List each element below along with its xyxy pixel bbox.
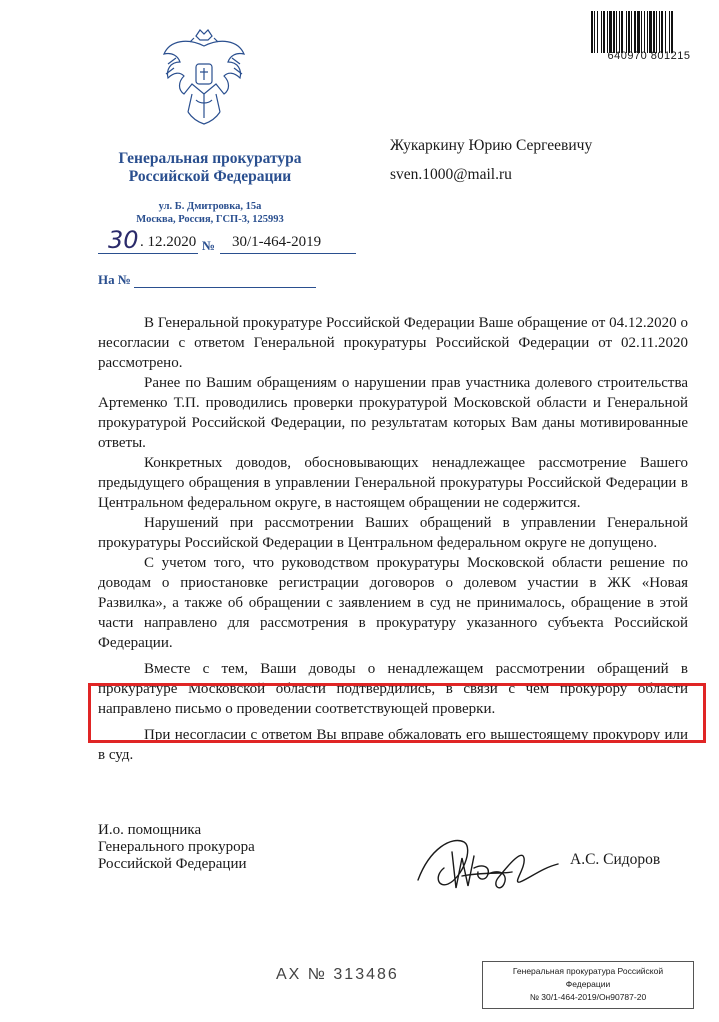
reply-reference-line bbox=[98, 272, 358, 292]
stamp-line2: Федерации bbox=[565, 979, 611, 989]
org-name-line2: Российской Федерации bbox=[128, 168, 292, 185]
org-address-line1: ул. Б. Дмитровка, 15а bbox=[158, 201, 262, 212]
document-number: 30/1-464-2019 bbox=[232, 234, 322, 250]
barcode bbox=[590, 8, 708, 56]
date-underline bbox=[98, 253, 198, 254]
body-paragraph-5: С учетом того, что руководством прокуратуры Московской области решение по доводам о приостановке регистрации договоров о долевом участии в ЖК «Новая Развилка», а также об обращении с заявлением в суд не принималось, обращение в этой части направлено для рассмотрения в прокуратуру указанного субъекта Российской Федерации. bbox=[98, 555, 688, 651]
number-underline bbox=[220, 253, 356, 254]
org-address-line2: Москва, Россия, ГСП-3, 125993 bbox=[136, 214, 284, 225]
recipient-email: sven.1000@mail.ru bbox=[390, 166, 512, 183]
signatory-title-line3: Российской Федерации bbox=[98, 856, 247, 872]
body-paragraph-2: Ранее по Вашим обращениям о нарушении прав участника долевого строительства Артеменко Т.П. проводились проверки прокуратурой Московской области и Генеральной прокуратурой Российской Федерации, по результатам которых Вам даны мотивированные ответы. bbox=[98, 375, 688, 451]
signatory-name: А.С. Сидоров bbox=[570, 851, 661, 868]
body-paragraph-4: Нарушений при рассмотрении Ваших обращений в управлении Генеральной прокуратуры Российской Федерации в Центральном федеральном округе не допущено. bbox=[98, 515, 688, 551]
body-paragraph-1: В Генеральной прокуратуре Российской Федерации Ваше обращение от 04.12.2020 о несогласии с ответом Генеральной прокуратуры Российской Федерации от 02.11.2020 рассмотрено. bbox=[98, 315, 688, 371]
reply-underline bbox=[134, 287, 316, 288]
number-label: № bbox=[202, 238, 216, 253]
handwritten-signature bbox=[412, 828, 562, 898]
signatory-title-line2: Генерального прокурора bbox=[98, 839, 255, 855]
stamp-line1: Генеральная прокуратура Российской bbox=[512, 966, 664, 976]
form-number: АХ № 313486 bbox=[276, 966, 399, 983]
body-paragraph-6: Вместе с тем, Ваши доводы о ненадлежащем рассмотрении обращений в прокуратуре Московской области подтвердились, в связи с чем прокурору области направлено письмо о проведении соответствующей проверки. bbox=[98, 661, 688, 717]
signatory-title bbox=[98, 822, 255, 873]
date-day-handwritten: 30 bbox=[108, 226, 139, 254]
reply-label: На № bbox=[98, 272, 131, 287]
signatory-title-line1: И.о. помощника bbox=[98, 822, 202, 838]
stamp-line3: № 30/1-464-2019/Он90787-20 bbox=[529, 992, 647, 1002]
registration-stamp bbox=[482, 961, 694, 1009]
highlight-box bbox=[88, 683, 706, 743]
body-paragraph-3: Конкретных доводов, обосновывающих ненадлежащее рассмотрение Вашего предыдущего обращения в управлении Генеральной прокуратуры Российской Федерации в Центральном федеральном округе, в настоящем обращении не содержится. bbox=[98, 455, 688, 511]
date-number-line bbox=[98, 226, 358, 254]
body-paragraph-7: При несогласии с ответом Вы вправе обжаловать его вышестоящему прокурору или в суд. bbox=[98, 727, 688, 763]
org-name-line1: Генеральная прокуратура bbox=[118, 150, 302, 167]
barcode-number: 640970 801215 bbox=[607, 50, 691, 62]
coat-of-arms-emblem bbox=[158, 28, 250, 132]
recipient-name: Жукаркину Юрию Сергеевичу bbox=[390, 137, 593, 154]
date-rest: . 12.2020 bbox=[140, 234, 197, 250]
